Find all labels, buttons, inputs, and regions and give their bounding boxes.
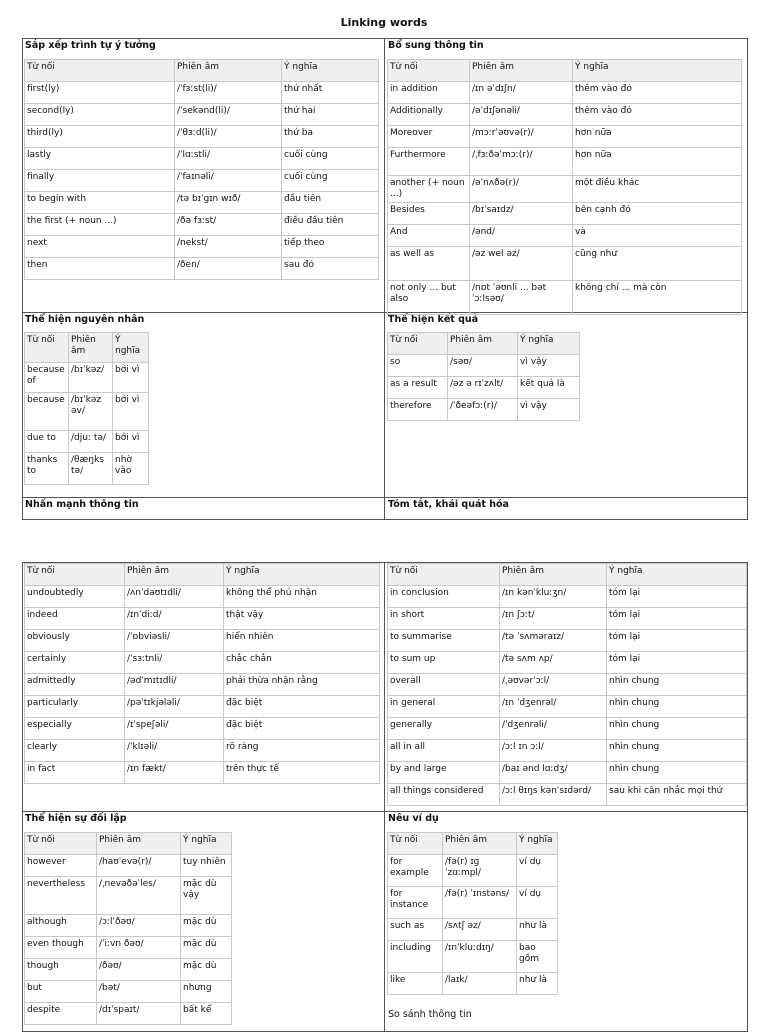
table-cell: nevertheless (25, 877, 97, 915)
table-cell: /ðəʊ/ (97, 959, 181, 981)
table-cell: though (25, 959, 97, 981)
table-cell: /haʊˈevə(r)/ (97, 855, 181, 877)
table-cell: therefore (388, 399, 448, 421)
column-header: Phiên âm (448, 333, 518, 355)
table-cell: /ɪn kənˈkluːʒn/ (500, 586, 607, 608)
table-cell: in addition (388, 82, 470, 104)
column-header: Phiên âm (470, 60, 573, 82)
table-cell: một điều khác (573, 176, 742, 203)
table-cell: generally (388, 718, 500, 740)
table-cell: /ɔːl θɪŋs kənˈsɪdərd/ (500, 784, 607, 806)
column-header: Ý nghĩa (282, 60, 379, 82)
table-cell: nhìn chung (607, 674, 747, 696)
table-cell: however (25, 855, 97, 877)
table-cell: vì vậy (518, 399, 580, 421)
table-cell: such as (388, 919, 443, 941)
table-row (25, 762, 380, 784)
table-cell: /ˈsɜːtnli/ (125, 652, 224, 674)
table-row (25, 258, 379, 280)
table-row (25, 915, 232, 937)
table-cell: despite (25, 1003, 97, 1025)
table-cell: tiếp theo (282, 236, 379, 258)
table-cell: cuối cùng (282, 170, 379, 192)
table-row (25, 363, 149, 393)
table-cell: /djuː tə/ (69, 431, 113, 453)
table-cell: /ɪn ʃɔːt/ (500, 608, 607, 630)
table-cell: /ˈdʒenrəli/ (500, 718, 607, 740)
table-cell: sau khi cân nhắc mọi thứ (607, 784, 747, 806)
table-cell: /θæŋks tə/ (69, 453, 113, 485)
table-cell: because (25, 393, 69, 431)
column-header: Từ nối (388, 833, 443, 855)
table-cell: mặc dù (181, 915, 232, 937)
result-table (387, 332, 580, 421)
table-cell: because of (25, 363, 69, 393)
column-header: Từ nối (25, 564, 125, 586)
table-row (388, 355, 580, 377)
table-row (25, 586, 380, 608)
column-header: Phiên âm (125, 564, 224, 586)
table-cell: đặc biệt (224, 718, 380, 740)
table-row (25, 740, 380, 762)
table-row (25, 1003, 232, 1025)
table-cell: in general (388, 696, 500, 718)
table-row (388, 740, 747, 762)
table-cell: vì vậy (518, 355, 580, 377)
column-header: Từ nối (25, 333, 69, 363)
table-cell: for instance (388, 887, 443, 919)
table-cell: including (388, 941, 443, 973)
table-header-row (25, 333, 149, 363)
table-cell: admittedly (25, 674, 125, 696)
table-cell: /bət/ (97, 981, 181, 1003)
table-cell: as well as (388, 247, 470, 281)
table-row (388, 82, 742, 104)
table-cell: even though (25, 937, 97, 959)
table-row (388, 104, 742, 126)
compare-title: So sánh thông tin (388, 1009, 472, 1020)
table-cell: then (25, 258, 175, 280)
table-row (25, 652, 380, 674)
table-row (388, 176, 742, 203)
table-cell: mặc dù vậy (181, 877, 232, 915)
table-cell: next (25, 236, 175, 258)
table-cell: third(ly) (25, 126, 175, 148)
table-cell: /tə ˈsʌməraɪz/ (500, 630, 607, 652)
table-cell: /fə(r) ɪɡ ˈzɑːmpl/ (443, 855, 517, 887)
table-cell: certainly (25, 652, 125, 674)
table-cell: và (573, 225, 742, 247)
table-row (25, 959, 232, 981)
table-cell: /ənd/ (470, 225, 573, 247)
column-header: Phiên âm (443, 833, 517, 855)
table-cell: hơn nữa (573, 126, 742, 148)
table-cell: /ˌəʊvərˈɔːl/ (500, 674, 607, 696)
emphasis-table (24, 563, 380, 784)
column-header: Phiên âm (500, 564, 607, 586)
sequence-title: Sắp xếp trình tự ý tưởng (25, 40, 156, 51)
table-cell: /nekst/ (175, 236, 282, 258)
table-header-row (25, 564, 380, 586)
table-cell: điều đầu tiên (282, 214, 379, 236)
table-cell: ví dụ (517, 855, 558, 887)
column-header: Từ nối (25, 60, 175, 82)
table-row (25, 674, 380, 696)
table-cell: all things considered (388, 784, 500, 806)
column-header: Từ nối (388, 564, 500, 586)
table-cell: /pəˈtɪkjələli/ (125, 696, 224, 718)
column-header: Từ nối (388, 60, 470, 82)
table-row (25, 937, 232, 959)
table-cell: thứ nhất (282, 82, 379, 104)
table-row (25, 630, 380, 652)
table-cell: /ɪn ˈdʒenrəl/ (500, 696, 607, 718)
table-cell: /əz wel əz/ (470, 247, 573, 281)
table-cell: /ˈlɑːstli/ (175, 148, 282, 170)
table-cell: tóm lại (607, 586, 747, 608)
table-header-row (25, 60, 379, 82)
emphasis-title: Nhấn mạnh thông tin (25, 499, 139, 510)
table-cell: /ˈθɜːd(li)/ (175, 126, 282, 148)
table-row (388, 674, 747, 696)
example-table (387, 832, 558, 995)
table-header-row (25, 833, 232, 855)
contrast-title: Thể hiện sự đối lập (25, 813, 127, 824)
table-cell: tuy nhiên (181, 855, 232, 877)
column-header: Phiên âm (69, 333, 113, 363)
table-cell: especially (25, 718, 125, 740)
table-cell: không thể phủ nhận (224, 586, 380, 608)
table-cell: Moreover (388, 126, 470, 148)
table-cell: thật vậy (224, 608, 380, 630)
table-row (25, 126, 379, 148)
addition-table (387, 59, 742, 315)
divider (384, 562, 385, 1032)
table-cell: nhìn chung (607, 740, 747, 762)
table-row (25, 82, 379, 104)
table-cell: /fə(r) ˈɪnstəns/ (443, 887, 517, 919)
divider (384, 38, 385, 520)
column-header: Ý nghĩa (224, 564, 380, 586)
table-cell: thanks to (25, 453, 69, 485)
table-cell: finally (25, 170, 175, 192)
table-cell: /ɪˈspeʃəli/ (125, 718, 224, 740)
table-row (25, 192, 379, 214)
table-cell: particularly (25, 696, 125, 718)
table-row (388, 762, 747, 784)
table-header-row (388, 564, 747, 586)
table-cell: second(ly) (25, 104, 175, 126)
table-row (25, 877, 232, 915)
table-cell: hơn nữa (573, 148, 742, 176)
table-cell: /tə sʌm ʌp/ (500, 652, 607, 674)
table-cell: nhìn chung (607, 762, 747, 784)
table-cell: ví dụ (517, 887, 558, 919)
table-cell: /bɪˈkəz/ (69, 363, 113, 393)
table-row (388, 941, 558, 973)
table-row (388, 586, 747, 608)
table-row (25, 393, 149, 431)
table-cell: /səʊ/ (448, 355, 518, 377)
table-row (388, 247, 742, 281)
table-cell: obviously (25, 630, 125, 652)
table-cell: not only ... but also (388, 281, 470, 315)
table-row (25, 104, 379, 126)
table-cell: cũng như (573, 247, 742, 281)
table-cell: chắc chắn (224, 652, 380, 674)
column-header: Từ nối (388, 333, 448, 355)
table-cell: bao gồm (517, 941, 558, 973)
result-title: Thể hiện kết quả (388, 314, 479, 325)
table-cell: indeed (25, 608, 125, 630)
table-cell: although (25, 915, 97, 937)
table-cell: /əˈdɪʃənəli/ (470, 104, 573, 126)
table-cell: first(ly) (25, 82, 175, 104)
table-cell: mặc dù (181, 937, 232, 959)
table-cell: Additionally (388, 104, 470, 126)
table-cell: mặc dù (181, 959, 232, 981)
table-row (388, 630, 747, 652)
table-cell: but (25, 981, 97, 1003)
table-cell: as a result (388, 377, 448, 399)
table-cell: rõ ràng (224, 740, 380, 762)
table-row (25, 608, 380, 630)
contrast-table (24, 832, 232, 1025)
table-cell: cuối cùng (282, 148, 379, 170)
table-row (25, 855, 232, 877)
column-header: Ý nghĩa (573, 60, 742, 82)
table-header-row (388, 833, 558, 855)
table-cell: tóm lại (607, 652, 747, 674)
table-row (25, 170, 379, 192)
table-row (388, 718, 747, 740)
table-cell: for example (388, 855, 443, 887)
table-cell: đầu tiên (282, 192, 379, 214)
table-cell: /ədˈmɪtɪdli/ (125, 674, 224, 696)
table-cell: trên thực tế (224, 762, 380, 784)
table-cell: by and large (388, 762, 500, 784)
table-cell: /ðə fɜːst/ (175, 214, 282, 236)
table-row (25, 214, 379, 236)
table-cell: nhìn chung (607, 718, 747, 740)
table-row (388, 696, 747, 718)
table-row (388, 126, 742, 148)
table-cell: to begin with (25, 192, 175, 214)
table-cell: /ˈklɪəli/ (125, 740, 224, 762)
table-cell: /ɪn fækt/ (125, 762, 224, 784)
column-header: Phiên âm (97, 833, 181, 855)
table-row (388, 784, 747, 806)
table-cell: /ˈfɜːst(li)/ (175, 82, 282, 104)
table-cell: thứ hai (282, 104, 379, 126)
table-cell: tóm lại (607, 630, 747, 652)
column-header: Ý nghĩa (181, 833, 232, 855)
table-cell: /ˈiːvn ðəʊ/ (97, 937, 181, 959)
table-cell: phải thừa nhận rằng (224, 674, 380, 696)
table-cell: to sum up (388, 652, 500, 674)
table-row (25, 148, 379, 170)
table-row (25, 236, 379, 258)
table-cell: /ɔːlˈðəʊ/ (97, 915, 181, 937)
table-cell: due to (25, 431, 69, 453)
table-row (25, 696, 380, 718)
table-cell: /ɪnˈdiːd/ (125, 608, 224, 630)
table-header-row (388, 60, 742, 82)
table-row (388, 919, 558, 941)
table-cell: clearly (25, 740, 125, 762)
table-cell: nhưng (181, 981, 232, 1003)
table-row (388, 377, 580, 399)
column-header: Phiên âm (175, 60, 282, 82)
table-cell: không chỉ ... mà còn (573, 281, 742, 315)
table-cell: như là (517, 919, 558, 941)
table-row (25, 453, 149, 485)
column-header: Ý nghĩa (607, 564, 747, 586)
table-cell: /sʌtʃ əz/ (443, 919, 517, 941)
table-row (388, 652, 747, 674)
table-cell: bất kể (181, 1003, 232, 1025)
table-row (25, 981, 232, 1003)
page-title: Linking words (340, 16, 428, 29)
table-cell: /bɪˈsaɪdz/ (470, 203, 573, 225)
table-cell: like (388, 973, 443, 995)
table-cell: kết quả là (518, 377, 580, 399)
table-cell: the first (+ noun ...) (25, 214, 175, 236)
table-row (25, 431, 149, 453)
table-cell: another (+ noun ...) (388, 176, 470, 203)
table-row (388, 225, 742, 247)
table-cell: hiển nhiên (224, 630, 380, 652)
column-header: Ý nghĩa (113, 333, 149, 363)
table-cell: /ðen/ (175, 258, 282, 280)
table-cell: /ʌnˈdaʊtɪdli/ (125, 586, 224, 608)
table-cell: /bɪˈkəz əv/ (69, 393, 113, 431)
table-cell: tóm lại (607, 608, 747, 630)
table-row (388, 973, 558, 995)
table-cell: /ˈfaɪnəli/ (175, 170, 282, 192)
cause-table (24, 332, 149, 485)
table-row (388, 855, 558, 887)
table-cell: /ˌnevəðəˈles/ (97, 877, 181, 915)
table-cell: /tə bɪˈɡɪn wɪð/ (175, 192, 282, 214)
table-cell: Besides (388, 203, 470, 225)
table-cell: /əˈnʌðə(r)/ (470, 176, 573, 203)
table-cell: như là (517, 973, 558, 995)
table-cell: lastly (25, 148, 175, 170)
column-header: Ý nghĩa (518, 333, 580, 355)
table-cell: /ˈðeəfɔː(r)/ (448, 399, 518, 421)
table-cell: nhìn chung (607, 696, 747, 718)
table-cell: /dɪˈspaɪt/ (97, 1003, 181, 1025)
example-title: Nêu ví dụ (388, 813, 439, 824)
table-row (388, 203, 742, 225)
table-cell: to summarise (388, 630, 500, 652)
table-cell: in conclusion (388, 586, 500, 608)
sequence-table (24, 59, 379, 280)
table-cell: undoubtedly (25, 586, 125, 608)
table-cell: /ˈɒbviəsli/ (125, 630, 224, 652)
table-cell: /əz ə rɪˈzʌlt/ (448, 377, 518, 399)
table-cell: bởi vì (113, 431, 149, 453)
column-header: Từ nối (25, 833, 97, 855)
table-header-row (388, 333, 580, 355)
column-header: Ý nghĩa (517, 833, 558, 855)
table-cell: bên cạnh đó (573, 203, 742, 225)
table-cell: thêm vào đó (573, 82, 742, 104)
table-cell: /ˌfɜːðəˈmɔː(r)/ (470, 148, 573, 176)
table-cell: /baɪ ənd lɑːdʒ/ (500, 762, 607, 784)
table-cell: /nɒt ˈəʊnli ... bət ˈɔːlsəʊ/ (470, 281, 573, 315)
table-row (388, 399, 580, 421)
table-row (25, 718, 380, 740)
table-cell: bởi vì (113, 393, 149, 431)
table-cell: /ɪnˈkluːdɪŋ/ (443, 941, 517, 973)
table-cell: đặc biệt (224, 696, 380, 718)
table-cell: all in all (388, 740, 500, 762)
table-cell: Furthermore (388, 148, 470, 176)
divider (22, 811, 748, 812)
table-cell: bởi vì (113, 363, 149, 393)
table-row (388, 148, 742, 176)
summary-title: Tóm tắt, khái quát hóa (388, 499, 509, 510)
table-cell: /ɪn əˈdɪʃn/ (470, 82, 573, 104)
table-cell: in short (388, 608, 500, 630)
table-cell: thêm vào đó (573, 104, 742, 126)
addition-title: Bổ sung thông tin (388, 40, 484, 51)
cause-title: Thể hiện nguyên nhân (25, 314, 145, 325)
table-cell: in fact (25, 762, 125, 784)
table-cell: nhờ vào (113, 453, 149, 485)
table-row (388, 281, 742, 315)
table-row (388, 887, 558, 919)
table-cell: thứ ba (282, 126, 379, 148)
table-cell: /ɔːl ɪn ɔːl/ (500, 740, 607, 762)
table-cell: overall (388, 674, 500, 696)
table-cell: /laɪk/ (443, 973, 517, 995)
table-cell: sau đó (282, 258, 379, 280)
table-cell: And (388, 225, 470, 247)
table-cell: /mɔːrˈəʊvə(r)/ (470, 126, 573, 148)
table-cell: so (388, 355, 448, 377)
table-row (388, 608, 747, 630)
summary-table (387, 563, 747, 806)
table-cell: /ˈsekənd(li)/ (175, 104, 282, 126)
